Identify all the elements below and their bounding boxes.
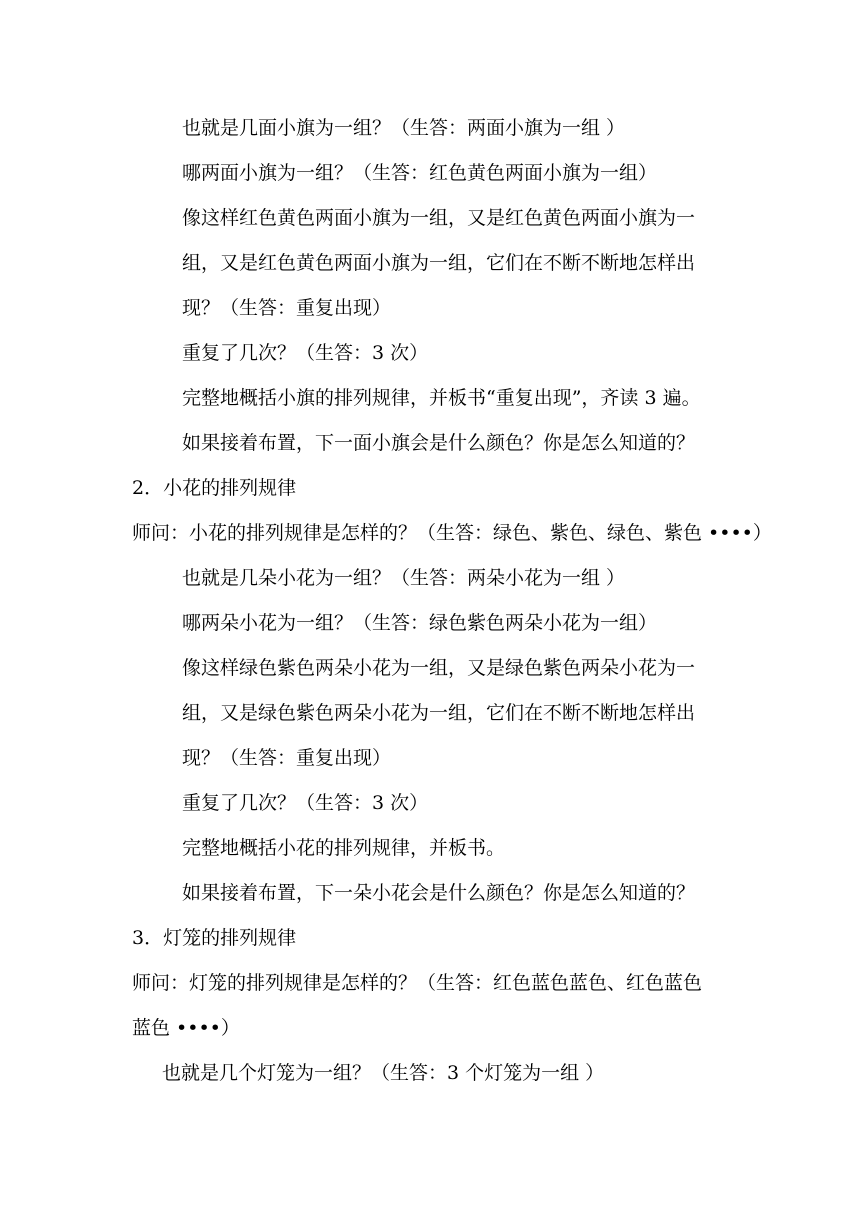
- text-line-6: 重复了几次？（生答：3 次）: [182, 342, 429, 364]
- text-line-21: 蓝色 ••••）: [132, 1017, 240, 1039]
- section-heading-3: 3．灯笼的排列规律: [132, 927, 297, 949]
- text-line-12: 哪两朵小花为一组？（生答：绿色紫色两朵小花为一组）: [182, 612, 658, 634]
- text-line-4: 组，又是红色黄色两面小旗为一组，它们在不断不断地怎样出: [182, 252, 696, 274]
- text-line-17: 完整地概括小花的排列规律，并板书。: [182, 837, 506, 859]
- text-line-16: 重复了几次？（生答：3 次）: [182, 792, 429, 814]
- text-line-10: 师问：小花的排列规律是怎样的？（生答：绿色、紫色、绿色、紫色 ••••）: [132, 522, 772, 544]
- text-line-20: 师问：灯笼的排列规律是怎样的？（生答：红色蓝色蓝色、红色蓝色: [132, 972, 703, 994]
- section-heading-2: 2．小花的排列规律: [132, 477, 297, 499]
- text-line-3: 像这样红色黄色两面小旗为一组，又是红色黄色两面小旗为一: [182, 207, 696, 229]
- text-line-1: 也就是几面小旗为一组？（生答：两面小旗为一组 ）: [182, 117, 626, 139]
- text-line-5: 现？（生答：重复出现）: [182, 297, 392, 319]
- text-line-8: 如果接着布置，下一面小旗会是什么颜色？你是怎么知道的？: [182, 432, 696, 454]
- text-line-15: 现？（生答：重复出现）: [182, 747, 392, 769]
- text-line-11: 也就是几朵小花为一组？（生答：两朵小花为一组 ）: [182, 567, 626, 589]
- text-line-22: 也就是几个灯笼为一组？（生答：3 个灯笼为一组 ）: [162, 1062, 605, 1084]
- text-line-18: 如果接着布置，下一朵小花会是什么颜色？你是怎么知道的？: [182, 882, 696, 904]
- text-line-14: 组，又是绿色紫色两朵小花为一组，它们在不断不断地怎样出: [182, 702, 696, 724]
- text-line-7: 完整地概括小旗的排列规律，并板书“重复出现”，齐读 3 遍。: [182, 387, 701, 409]
- text-line-13: 像这样绿色紫色两朵小花为一组，又是绿色紫色两朵小花为一: [182, 657, 696, 679]
- text-line-2: 哪两面小旗为一组？（生答：红色黄色两面小旗为一组）: [182, 162, 658, 184]
